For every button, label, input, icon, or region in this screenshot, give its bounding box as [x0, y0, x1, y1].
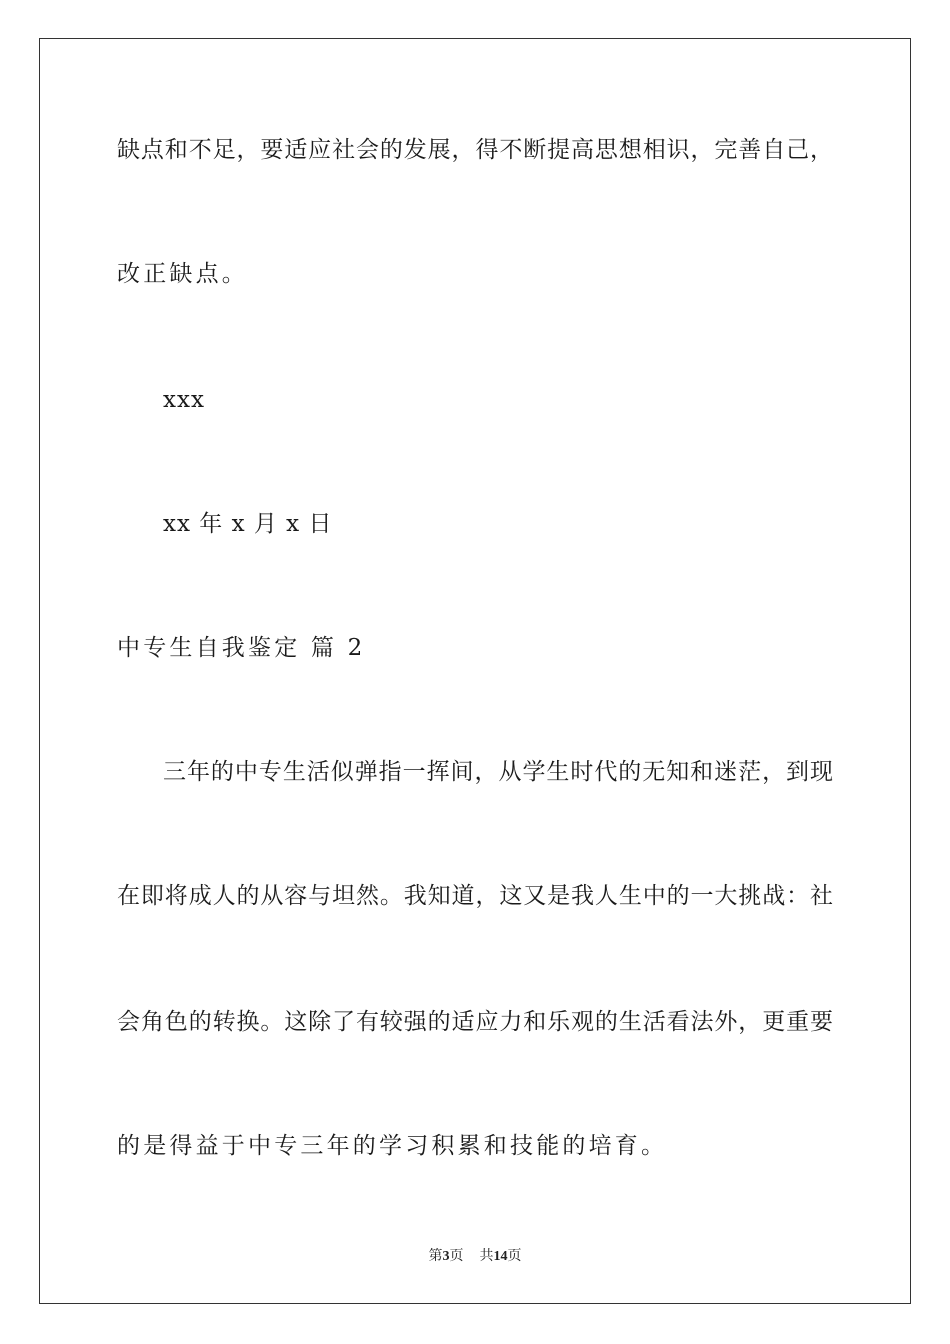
- footer-total-prefix: 共: [479, 1249, 494, 1264]
- signature-name: xxx: [163, 387, 205, 413]
- body-line-1: 缺点和不足，要适应社会的发展，得不断提高思想相识，完善自己，: [117, 137, 833, 163]
- page-border: [39, 38, 911, 1304]
- paragraph-line-2: 在即将成人的从容与坦然。我知道，这又是我人生中的一大挑战：社: [117, 883, 833, 909]
- paragraph-line-1: 三年的中专生活似弹指一挥间，从学生时代的无知和迷茫，到现: [163, 759, 833, 785]
- footer-page-suffix: 页: [449, 1249, 464, 1264]
- footer-page-prefix: 第: [428, 1249, 443, 1264]
- paragraph-line-4: 的是得益于中专三年的学习积累和技能的培育。: [117, 1133, 668, 1159]
- signature-date: xx 年 x 月 x 日: [163, 511, 333, 537]
- body-line-2: 改正缺点。: [117, 261, 248, 287]
- page-footer: [0, 1248, 950, 1266]
- footer-page-number: 3: [442, 1249, 450, 1264]
- footer-total-pages: 14: [493, 1249, 508, 1264]
- paragraph-line-3: 会角色的转换。这除了有较强的适应力和乐观的生活看法外，更重要: [117, 1009, 833, 1035]
- section-heading: 中专生自我鉴定 篇 2: [117, 635, 366, 661]
- footer-total-suffix: 页: [507, 1249, 522, 1264]
